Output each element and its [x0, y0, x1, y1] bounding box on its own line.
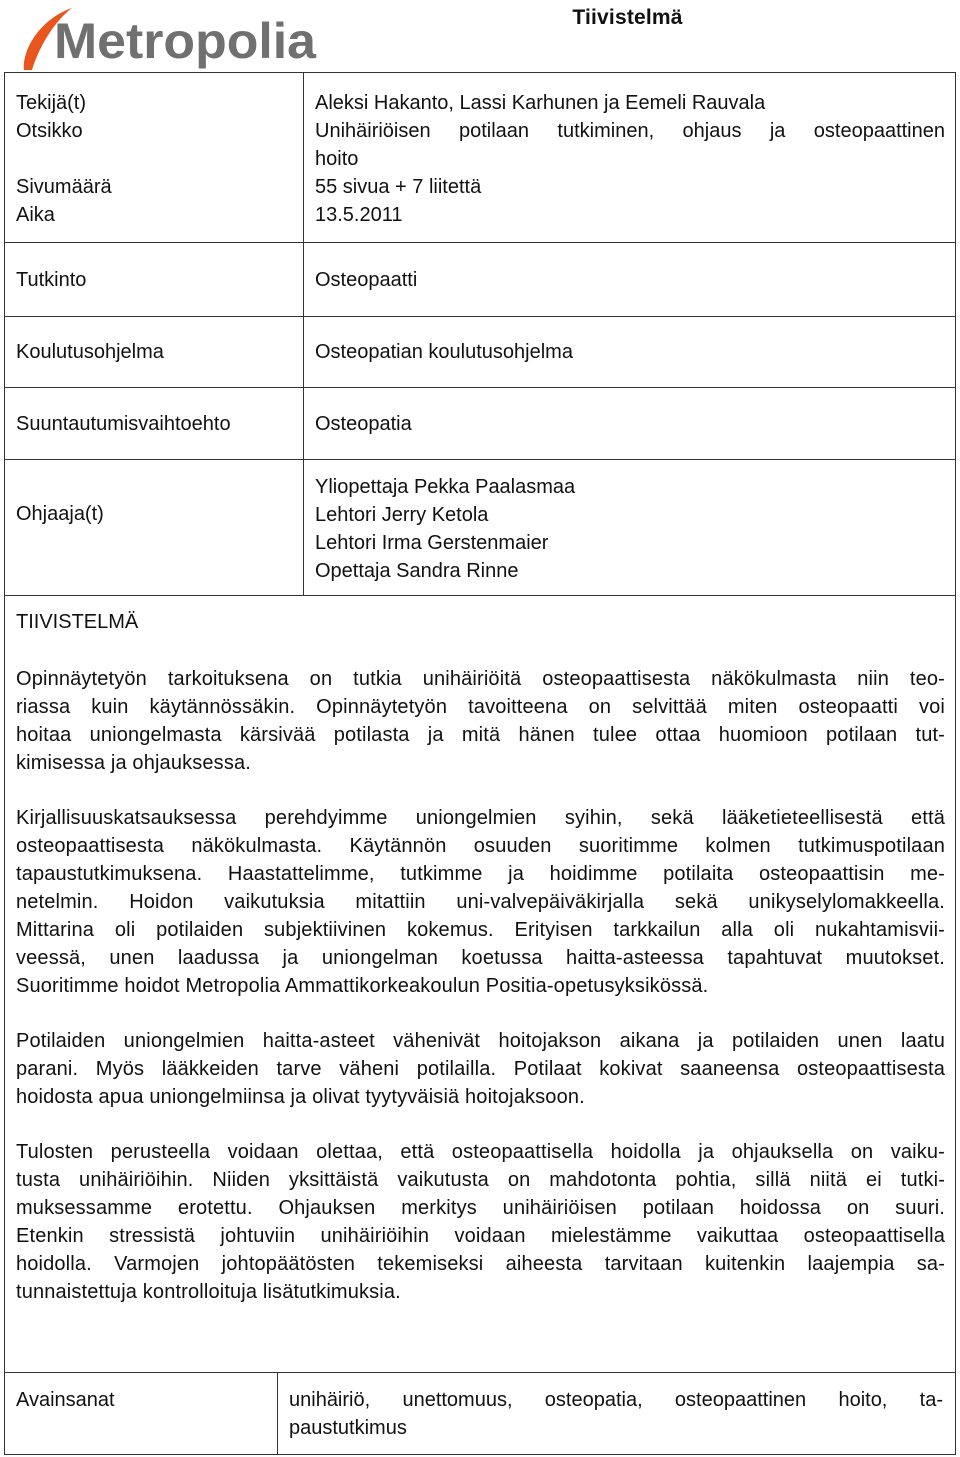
programme-label: Koulutusohjelma: [16, 341, 164, 363]
divider: [4, 1372, 956, 1373]
abstract-paragraph: [16, 804, 945, 1000]
abstract-paragraph: [16, 1138, 945, 1306]
divider: [4, 595, 956, 596]
title-value: Unihäiriöisen potilaan tutkiminen, ohjaus ja osteopaattinen: [315, 120, 945, 142]
abstract-line: hoidosta apua uniongelmiinsa ja olivat tyytyväisiä hoitojaksoon.: [16, 1086, 585, 1108]
abstract-line: netelmin. Hoidon vaikutuksia mitattiin uni-valvepäiväkirjalla sekä unikyselylomakkeella.: [16, 891, 945, 913]
abstract-heading: TIIVISTELMÄ: [16, 611, 139, 633]
abstract-line: Opinnäytetyön tarkoituksena on tutkia unihäiriöitä osteopaattisesta näkökulmasta niin teo-: [16, 668, 945, 690]
abstract-line: Mittarina oli potilaiden subjektiivinen kokemus. Erityisen tarkkailun alla oli nukahtamisvii-: [16, 919, 945, 941]
date-label: Aika: [16, 204, 55, 226]
abstract-line: veessä, unen laadussa ja uniongelman koetussa haitta-asteessa tapahtuvat muutokset.: [16, 947, 945, 969]
abstract-line: Etenkin stressistä johtuviin unihäiriöihin voidaan mielestämme vaikuttaa osteopaattisella: [16, 1225, 945, 1247]
abstract-line: hoidolla. Varmojen johtopäätösten tekemiseksi aiheesta tarvitaan kuitenkin laajempia sa-: [16, 1253, 945, 1275]
abstract-line: tapaustutkimuksena. Haastattelimme, tutkimme ja hoidimme potilaita osteopaattisin me-: [16, 863, 945, 885]
supervisor-name: Yliopettaja Pekka Paalasmaa: [315, 476, 576, 498]
keywords-value-continued: paustutkimus: [289, 1417, 407, 1439]
divider: [4, 387, 956, 388]
metropolia-logo: [14, 4, 324, 72]
date-value: 13.5.2011: [315, 204, 403, 226]
column-divider: [303, 72, 304, 595]
supervisor-name: Lehtori Irma Gerstenmaier: [315, 532, 549, 554]
abstract-line: tunnaistettuja kontrolloituja lisätutkimuksia.: [16, 1281, 401, 1303]
specialisation-value: Osteopatia: [315, 413, 412, 435]
abstract-line: muksessamme erotettu. Ohjauksen merkitys unihäiriöisen potilaan hoidossa on suuri.: [16, 1197, 945, 1219]
abstract-line: Kirjallisuuskatsauksessa perehdyimme uniongelmien syihin, sekä lääketieteellisestä että: [16, 807, 945, 829]
specialisation-label: Suuntautumisvaihtoehto: [16, 413, 231, 435]
abstract-line: hoitaa uniongelmasta kärsivää potilasta ja mitä hänen tulee ottaa huomioon potilaan tut-: [16, 724, 945, 746]
degree-value: Osteopaatti: [315, 269, 418, 291]
keywords-label: Avainsanat: [16, 1389, 115, 1411]
abstract-line: tusta unihäiriöihin. Niiden yksittäistä vaikutusta on mahdotonta pohtia, sillä niitä ei tutki-: [16, 1169, 945, 1191]
divider: [4, 316, 956, 317]
title-label: Otsikko: [16, 120, 83, 142]
author-value: Aleksi Hakanto, Lassi Karhunen ja Eemeli Rauvala: [315, 92, 766, 114]
title-value-continued: hoito: [315, 148, 359, 170]
abstract-line: osteopaattisesta näkökulmasta. Käytännön osuuden suoritimme kolmen tutkimuspotilaan: [16, 835, 945, 857]
supervisors-label: Ohjaaja(t): [16, 503, 104, 525]
divider: [4, 459, 956, 460]
document-type-title: Tiivistelmä: [572, 6, 683, 29]
abstract-line: parani. Myös lääkkeiden tarve väheni potilailla. Potilaat kokivat saaneensa osteopaattisesta: [16, 1058, 945, 1080]
author-label: Tekijä(t): [16, 92, 87, 114]
abstract-line: Potilaiden uniongelmien haitta-asteet vähenivät hoitojakson aikana ja potilaiden unen laatu: [16, 1030, 945, 1052]
degree-label: Tutkinto: [16, 269, 87, 291]
pages-value: 55 sivua + 7 liitettä: [315, 176, 482, 198]
supervisor-name: Opettaja Sandra Rinne: [315, 560, 519, 582]
abstract-paragraph: [16, 665, 945, 777]
supervisor-name: Lehtori Jerry Ketola: [315, 504, 489, 526]
keywords-value: unihäiriö, unettomuus, osteopatia, osteopaattinen hoito, ta-: [289, 1389, 943, 1411]
divider: [4, 242, 956, 243]
abstract-line: Tulosten perusteella voidaan olettaa, että osteopaattisella hoidolla ja ohjauksella on vaiku-: [16, 1141, 945, 1163]
abstract-line: Suoritimme hoidot Metropolia Ammattikorkeakoulun Positia-opetusyksikössä.: [16, 975, 709, 997]
abstract-line: kimisessa ja ohjauksessa.: [16, 752, 251, 774]
abstract-paragraph: [16, 1027, 945, 1111]
column-divider: [277, 1372, 278, 1455]
logo-text: Metropolia: [54, 13, 318, 69]
programme-value: Osteopatian koulutusohjelma: [315, 341, 573, 363]
pages-label: Sivumäärä: [16, 176, 112, 198]
abstract-line: riassa kuin käytännössäkin. Opinnäytetyön tavoitteena on selvittää miten osteopaatti voi: [16, 696, 945, 718]
